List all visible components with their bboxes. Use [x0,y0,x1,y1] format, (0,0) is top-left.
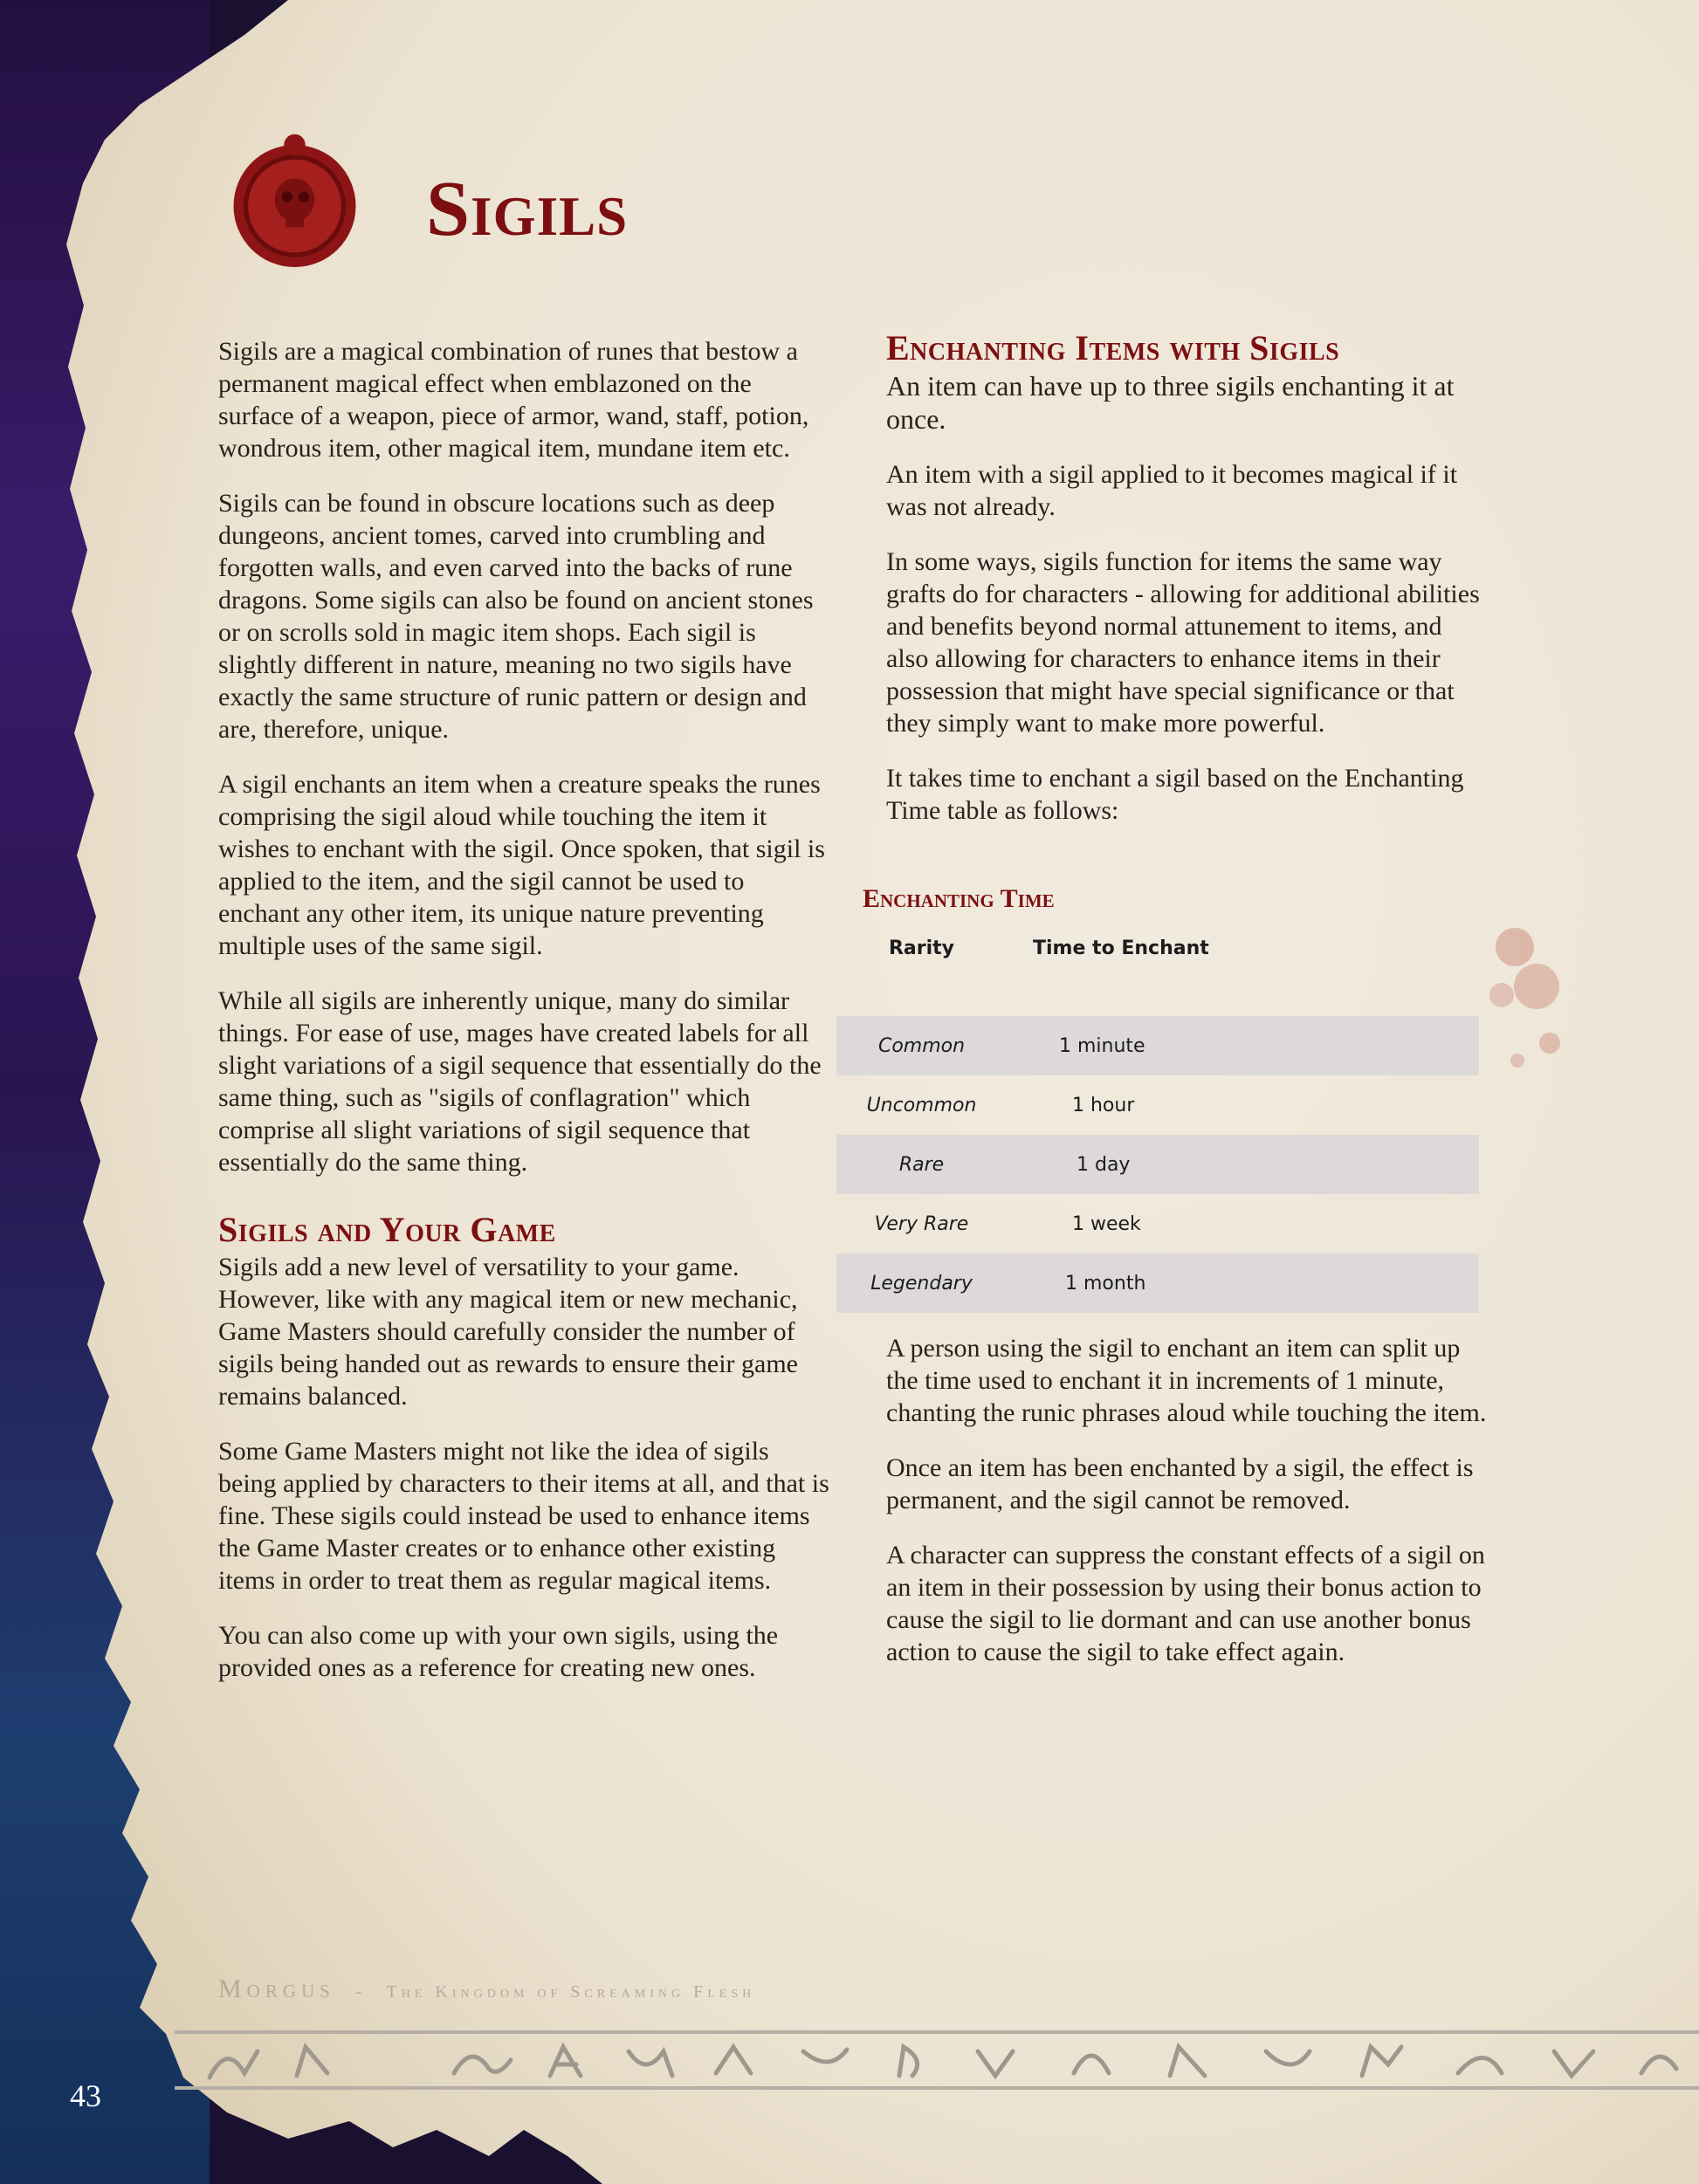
time-cell: 1 day [1007,1135,1479,1194]
paragraph: It takes time to enchant a sigil based on the Enchanting Time table as follows: [886,764,1464,825]
rarity-cell: Very Rare [874,1212,969,1235]
paragraph: A character can suppress the constant effects of a sigil on an item in their possession by using their bonus action to cause the sigil to lie dormant and can use another bonus action to cause the sigil to take effect again. [886,1541,1485,1666]
right-column-continued [886,1332,1489,1691]
left-column [218,335,829,1707]
table-title: Enchanting Time [863,884,1055,913]
rarity-cell: Uncommon [866,1094,977,1116]
page-title: Sigils [426,166,629,252]
column-header: Rarity [888,937,955,959]
column-header: Time to Enchant [1033,937,1209,959]
right-column [886,328,1489,849]
footer-subtitle: The Kingdom of Screaming Flesh [386,1982,756,2002]
paragraph: Sigils are a magical combination of runes that bestow a permanent magical effect when emblazoned on the surface of a weapon, piece of armor, wand, staff, potion, wondrous item, other magical item, mundane item etc. [218,337,809,463]
footer-title: Morgus [218,1975,335,2003]
rarity-cell: Common [836,1016,1007,1075]
footer-book-title [218,1975,755,2004]
table-row [836,1135,1479,1194]
time-cell: 1 hour [1072,1094,1135,1116]
paragraph: You can also come up with your own sigils, using the provided ones as a reference for creating new ones. [218,1621,779,1682]
section-heading: Enchanting Items with Sigils [886,328,1340,367]
paragraph: Once an item has been enchanted by a sigil, the effect is permanent, and the sigil cannot be removed. [886,1453,1474,1514]
intro-paragraph: An item can have up to three sigils enchanting it at once. [886,370,1455,435]
page-number: 43 [70,2078,101,2113]
time-cell: 1 month [1007,1253,1479,1313]
rarity-cell: Legendary [836,1253,1007,1313]
footer-separator: - [355,1982,367,2002]
paragraph: A sigil enchants an item when a creature speaks the runes comprising the sigil aloud while touching the item it wishes to enchant with the sigil. Once spoken, that sigil is applied to the item, and the sigil cannot be used to enchant any other item, its unique nature preventing multiple uses of the same sigil. [218,770,825,960]
table-header-row [836,917,1479,979]
section-heading: Sigils and Your Game [218,1210,556,1249]
time-cell: 1 week [1072,1212,1141,1235]
table-row [836,1194,1479,1253]
paragraph: A person using the sigil to enchant an item can split up the time used to enchant it in increments of 1 minute, chanting the runic phrases aloud while touching the item. [886,1334,1487,1427]
wax-seal-skull-icon [218,127,371,279]
paragraph: Some Game Masters might not like the idea of sigils being applied by characters to their items at all, and that is fine. These sigils could instead be used to enhance items the Game Master creates or to enhance other existing items in order to treat them as regular magical items. [218,1437,829,1595]
table-row [836,1075,1479,1135]
table-row [836,1016,1479,1075]
paragraph: Sigils add a new level of versatility to your game. However, like with any magical item or new mechanic, Game Masters should carefully consider the number of sigils being handed out as rewards to ensure their game remains balanced. [218,1253,798,1411]
paragraph: Sigils can be found in obscure locations such as deep dungeons, ancient tomes, carved into crumbling and forgotten walls, and even carved into the backs of rune dragons. Some sigils can also be found on ancient stones or on scrolls sold in magic item shops. Each sigil is slightly different in nature, meaning no two sigils have exactly the same structure of runic pattern or design and are, therefore, unique. [218,489,814,744]
paragraph: An item with a sigil applied to it becomes magical if it was not already. [886,460,1458,521]
paragraph: While all sigils are inherently unique, many do similar things. For ease of use, mages have created labels for all slight variations of a sigil sequence that essentially do the same thing, such as "sigils of conflagration" which comprise all slight variations of sigil sequence that essentially do the same thing. [218,986,822,1177]
time-cell: 1 minute [1007,1016,1479,1075]
rune-border-decoration [175,2025,1699,2095]
table-row [836,1253,1479,1313]
rarity-cell: Rare [836,1135,1007,1194]
paragraph: In some ways, sigils function for items the same way grafts do for characters - allowing for additional abilities and benefits beyond normal attunement to items, and also allowing for characters to enhance items in their possession that might have special significance or that they simply want to make more powerful. [886,547,1480,738]
enchanting-time-table [836,917,1479,1313]
